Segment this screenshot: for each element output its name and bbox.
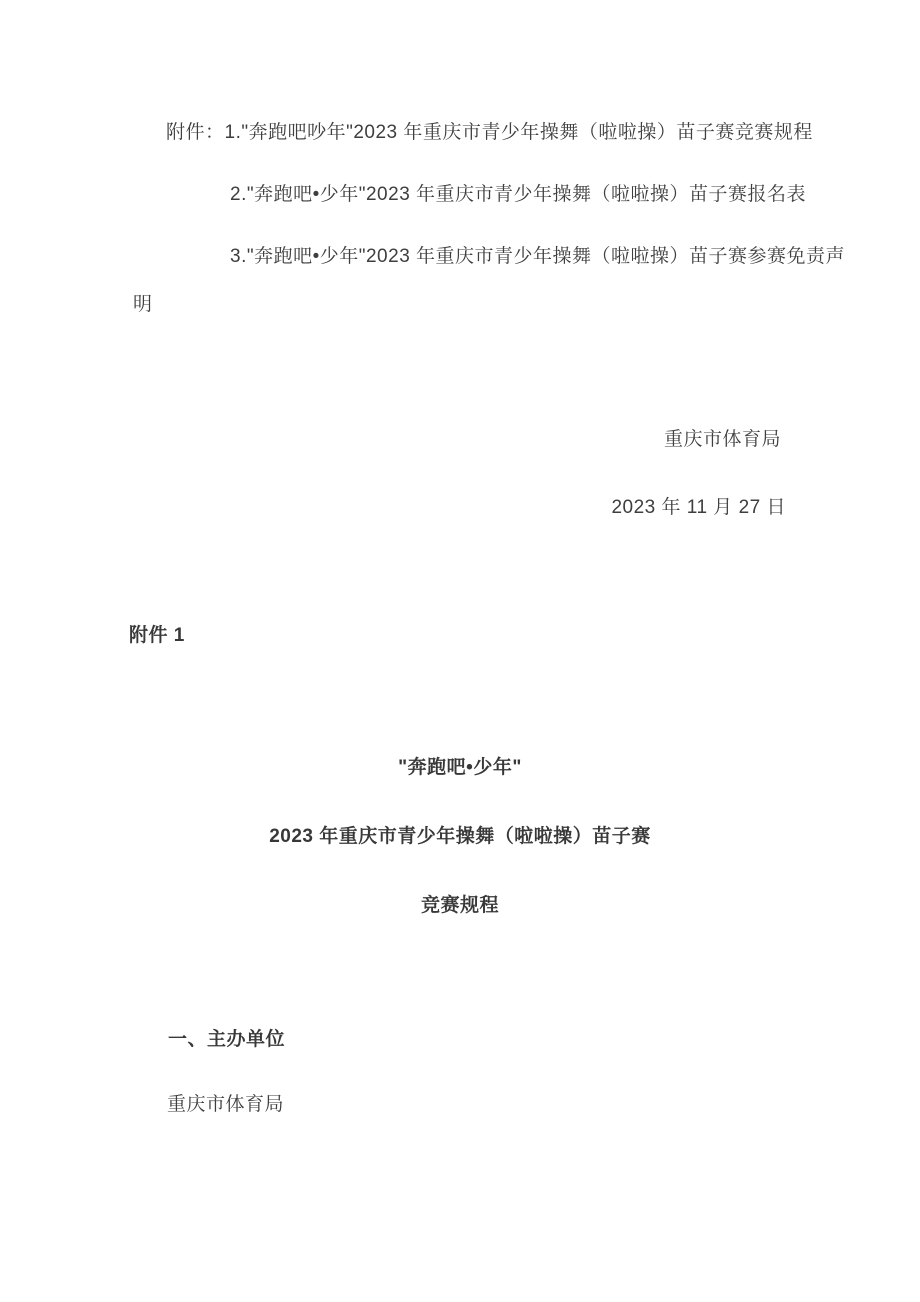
attachment1-label: 附件 1 [129,625,185,646]
attachment1-title-line-2: 2023 年重庆市青少年操舞（啦啦操）苗子赛 [269,826,651,847]
attachment1-title-line-3: 竞赛规程 [420,895,499,916]
section-heading-organizer: 一、主办单位 [168,1029,286,1050]
attachment-note-line-3-wrap: 明 [133,294,153,315]
issuer-signature: 重庆市体育局 [663,429,781,450]
organizer-name: 重庆市体育局 [167,1094,285,1115]
attachment-note-line-1: 附件：1."奔跑吧吵年"2023 年重庆市青少年操舞（啦啦操）苗子赛竞赛规程 [166,122,813,143]
attachment1-title-line-1: "奔跑吧•少年" [398,757,522,778]
attachment-note-line-3: 3."奔跑吧•少年"2023 年重庆市青少年操舞（啦啦操）苗子赛参赛免责声 [230,246,846,267]
attachment-note-line-2: 2."奔跑吧•少年"2023 年重庆市青少年操舞（啦啦操）苗子赛报名表 [230,184,807,205]
issue-date: 2023 年 11 月 27 日 [611,497,786,518]
